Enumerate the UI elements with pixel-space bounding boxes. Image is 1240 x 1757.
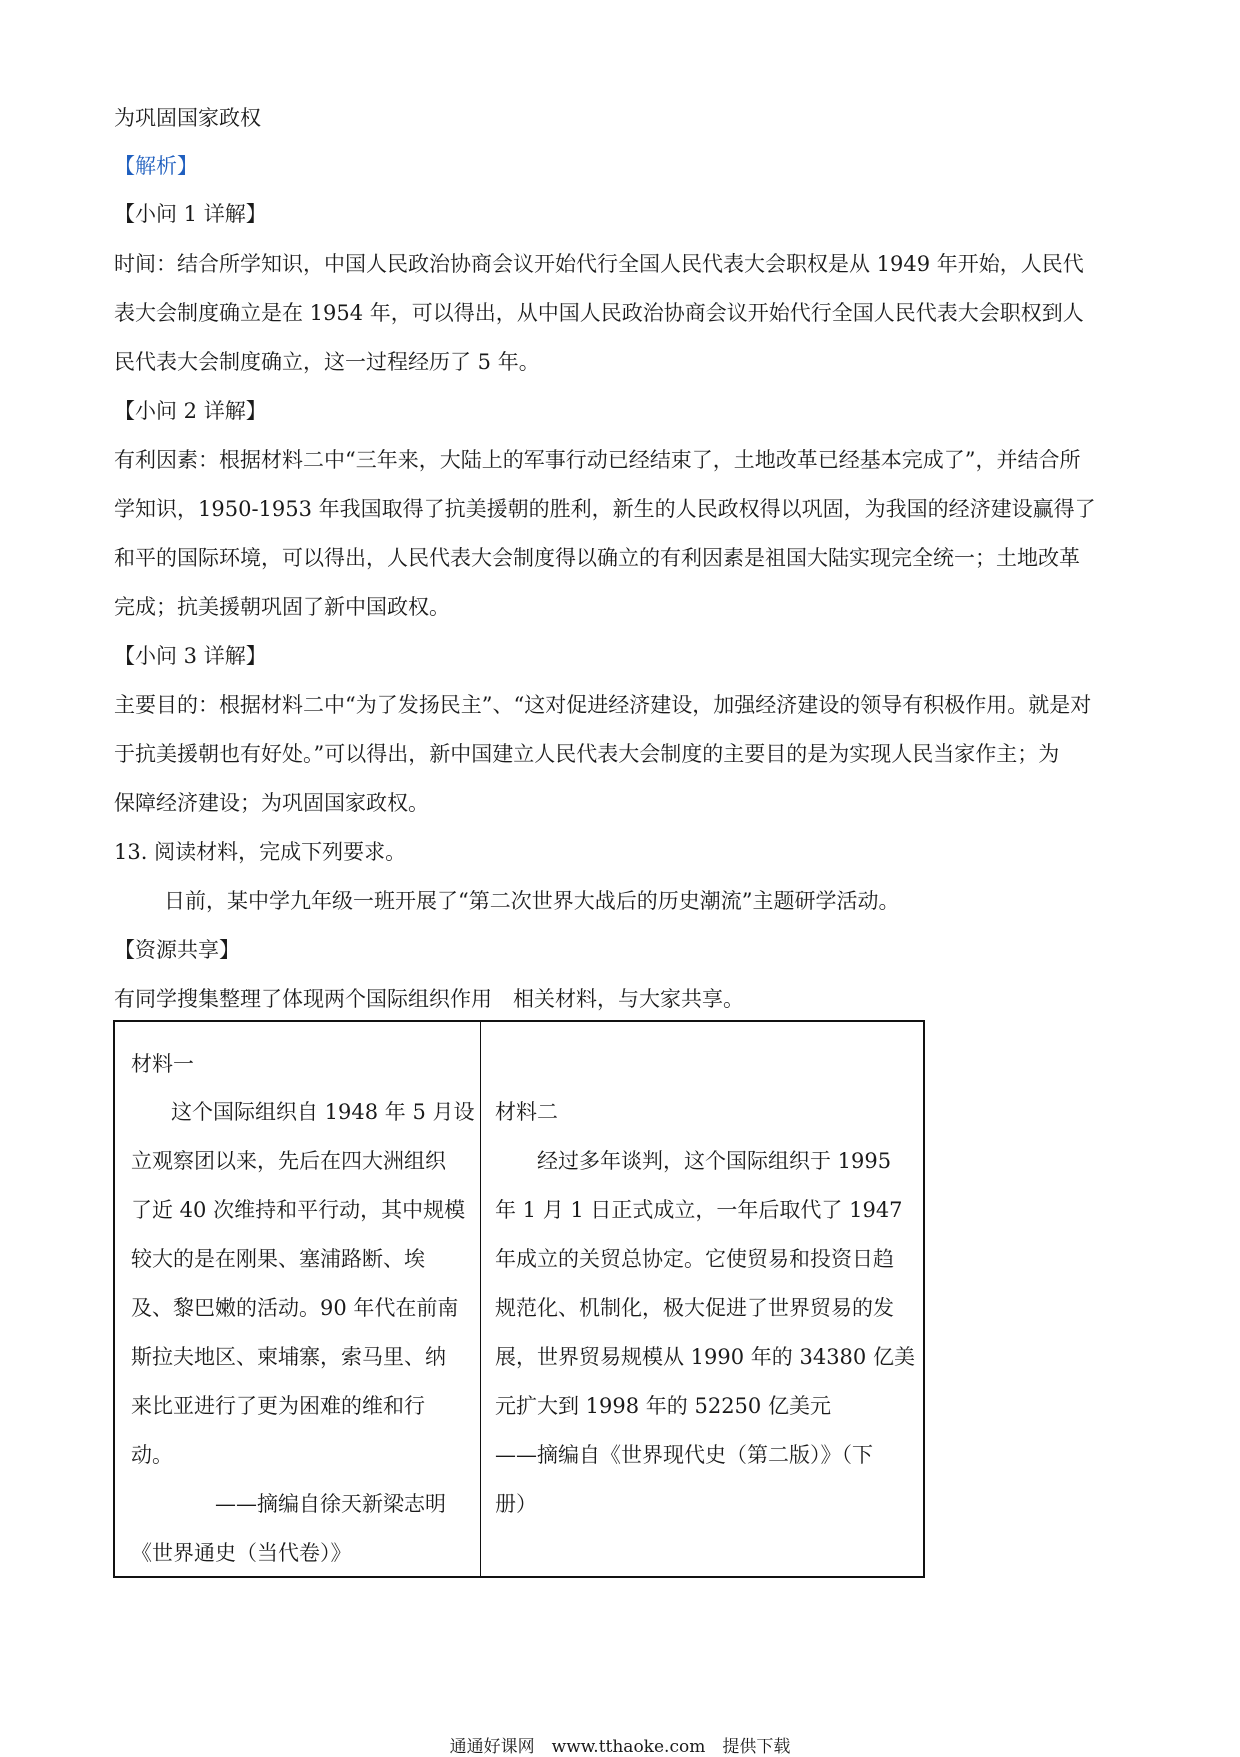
subquestion-2-text-line: 有利因素：根据材料二中“三年来，大陆上的军事行动已经结束了，土地改革已经基本完成了”，并结合所 xyxy=(114,448,1081,472)
subquestion-2-text-line: 和平的国际环境，可以得出，人民代表大会制度得以确立的有利因素是祖国大陆实现完全统一；土地改革 xyxy=(114,546,1080,570)
materials-table xyxy=(113,1020,925,1578)
footer-credit: 通通好课网 www.tthaoke.com 提供下载 xyxy=(449,1737,791,1757)
material-2-line: 元扩大到 1998 年的 52250 亿美元 xyxy=(495,1394,831,1418)
material-2-cell xyxy=(481,1021,925,1577)
material-2-line: 经过多年谈判，这个国际组织于 1995 xyxy=(537,1149,892,1173)
answer-tail: 为巩固国家政权 xyxy=(114,106,261,130)
material-1 xyxy=(115,1022,480,1576)
subquestion-3-text-line: 保障经济建设；为巩固国家政权。 xyxy=(114,791,429,815)
subquestion-3-text-line: 于抗美援朝也有好处。”可以得出，新中国建立人民代表大会制度的主要目的是为实现人民当家作主；为 xyxy=(114,742,1060,766)
resource-share-text: 有同学搜集整理了体现两个国际组织作用 相关材料，与大家共享。 xyxy=(114,987,744,1011)
subquestion-3-text-line: 主要目的：根据材料二中“为了发扬民主”、“这对促进经济建设，加强经济建设的领导有积极作用。就是对 xyxy=(114,693,1092,717)
material-2-line: 规范化、机制化，极大促进了世界贸易的发 xyxy=(495,1296,894,1320)
subquestion-1-text-line: 时间：结合所学知识，中国人民政治协商会议开始代行全国人民代表大会职权是从 1949 年开始，人民代 xyxy=(114,252,1084,276)
material-1-line: 及、黎巴嫩的活动。90 年代在前南 xyxy=(131,1296,459,1320)
material-1-line: 斯拉夫地区、柬埔寨，索马里、纳 xyxy=(131,1345,446,1369)
material-2-source-end: 册） xyxy=(495,1492,537,1516)
material-1-source: ——摘编自徐天新梁志明 xyxy=(215,1492,446,1516)
question-13-title: 13. 阅读材料，完成下列要求。 xyxy=(114,840,407,864)
material-1-line: 了近 40 次维持和平行动，其中规模 xyxy=(131,1198,466,1222)
material-1-line: 来比亚进行了更为困难的维和行 xyxy=(131,1394,425,1418)
material-2-line: 展，世界贸易规模从 1990 年的 34380 亿美 xyxy=(495,1345,915,1369)
subquestion-1-heading: 【小问 1 详解】 xyxy=(114,202,267,226)
material-1-line: 较大的是在刚果、塞浦路断、埃 xyxy=(131,1247,425,1271)
subquestion-1-text-line: 表大会制度确立是在 1954 年，可以得出，从中国人民政治协商会议开始代行全国人民代表大会职权到人 xyxy=(114,301,1084,325)
material-1-line: 这个国际组织自 1948 年 5 月设 xyxy=(171,1100,475,1124)
material-1-source-book: 《世界通史（当代卷）》 xyxy=(131,1541,352,1565)
material-1-line: 动。 xyxy=(131,1443,173,1467)
subquestion-3-heading: 【小问 3 详解】 xyxy=(114,644,267,668)
analysis-heading: 【解析】 xyxy=(114,154,198,178)
question-13-intro: 日前，某中学九年级一班开展了“第二次世界大战后的历史潮流”主题研学活动。 xyxy=(164,889,900,913)
material-2-line: 年 1 月 1 日正式成立，一年后取代了 1947 xyxy=(495,1198,903,1222)
subquestion-2-heading: 【小问 2 详解】 xyxy=(114,399,267,423)
material-1-line: 立观察团以来，先后在四大洲组织 xyxy=(131,1149,446,1173)
material-1-title: 材料一 xyxy=(131,1052,194,1076)
material-2 xyxy=(481,1022,923,1576)
material-2-line: 年成立的关贸总协定。它使贸易和投资日趋 xyxy=(495,1247,894,1271)
material-2-title: 材料二 xyxy=(495,1100,558,1124)
subquestion-2-text-line: 学知识，1950-1953 年我国取得了抗美援朝的胜利，新生的人民政权得以巩固，为我国的经济建设赢得了 xyxy=(114,497,1096,521)
material-1-cell xyxy=(114,1021,481,1577)
subquestion-2-text-line: 完成；抗美援朝巩固了新中国政权。 xyxy=(114,595,450,619)
material-2-source: ——摘编自《世界现代史（第二版）》（下 xyxy=(495,1443,873,1467)
subquestion-1-text-line: 民代表大会制度确立，这一过程经历了 5 年。 xyxy=(114,350,540,374)
resource-share-heading: 【资源共享】 xyxy=(114,938,240,962)
